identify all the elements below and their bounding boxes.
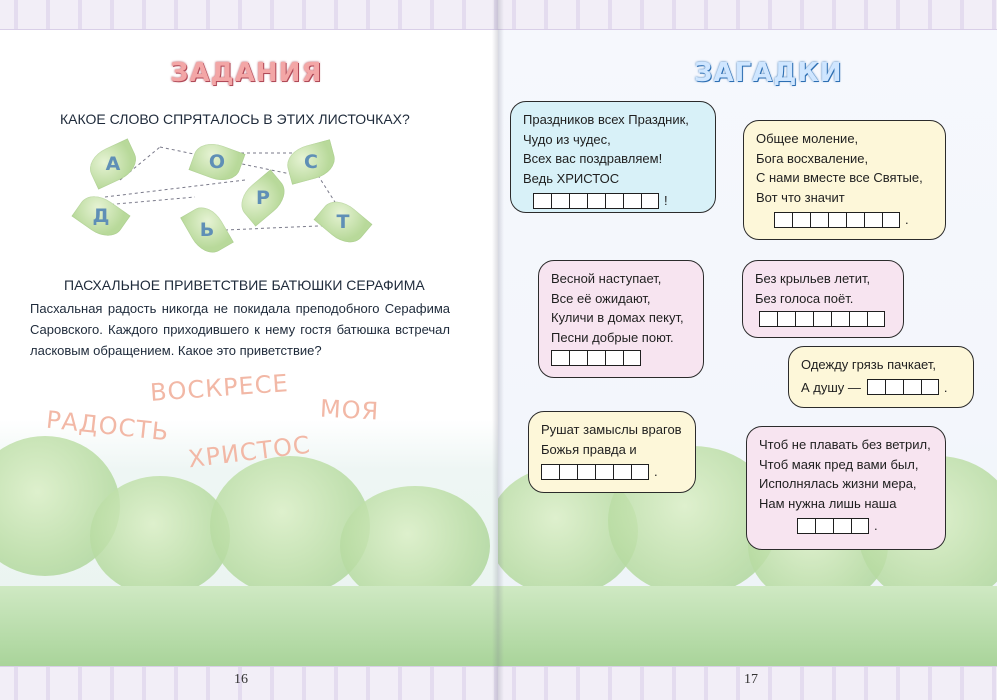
page-title-riddles: ЗАГАДКИ — [694, 58, 843, 88]
riddle-line: Нам нужна лишь наша — [759, 495, 897, 511]
riddle-line: Общее моление, — [756, 131, 859, 146]
answer-boxes[interactable] — [541, 464, 649, 480]
leaf-letter: Ь — [199, 219, 215, 241]
riddle-card — [528, 411, 696, 493]
riddle-card — [743, 120, 946, 240]
bottom-ornament-border — [0, 666, 498, 700]
riddle-card — [538, 260, 704, 378]
leaf-letter: А — [105, 153, 121, 175]
answer-punctuation: . — [654, 464, 658, 479]
riddle-line: Всех вас поздравляем! — [523, 151, 663, 166]
answer-boxes[interactable] — [533, 193, 659, 209]
greeting-word-cloud — [0, 360, 498, 480]
page-title-tasks: ЗАДАНИЯ — [170, 58, 323, 88]
riddle-line: Исполнялась жизни мера, — [759, 476, 917, 491]
riddle-line: Бога восхваление, — [756, 150, 869, 166]
riddle-line: Рушат замыслы врагов — [541, 422, 682, 437]
greeting-task-text: Пасхальная радость никогда не покидала преподобного Серафима Саровского. Каждого приходившего к нему гостя батюшка встречал ласковым обращением. Какое это приветствие? — [30, 301, 450, 358]
riddle-line: Одежду грязь пачкает, — [801, 357, 936, 372]
word: ХРИСТОС — [186, 430, 313, 474]
leaf-puzzle — [75, 135, 375, 255]
answer-field[interactable] — [541, 462, 685, 482]
riddle-line: Без голоса поёт. — [755, 290, 854, 306]
answer-punctuation: . — [874, 518, 878, 533]
riddle-card — [510, 101, 716, 213]
answer-punctuation: ! — [664, 193, 668, 208]
riddle-line: Чтоб маяк пред вами был, — [759, 456, 919, 472]
answer-field[interactable] — [551, 350, 693, 366]
riddle-card — [788, 346, 974, 408]
word: МОЯ — [319, 394, 380, 426]
riddle-line: Песни добрые поют. — [551, 329, 674, 345]
riddle-line: Весной наступает, — [551, 271, 662, 286]
answer-punctuation: . — [943, 379, 948, 395]
riddle-card — [742, 260, 904, 338]
greeting-task-heading: ПАСХАЛЬНОЕ ПРИВЕТСТВИЕ БАТЮШКИ СЕРАФИМА — [64, 277, 425, 293]
word: ВОСКРЕСЕ — [149, 369, 290, 407]
riddle-line: Ведь ХРИСТОС — [523, 170, 620, 186]
answer-field[interactable] — [797, 516, 935, 536]
riddle-line: С нами вместе все Святые, — [756, 170, 923, 185]
answer-boxes[interactable] — [797, 518, 869, 534]
leaf-letter: Т — [336, 211, 350, 233]
leaf-letter: Д — [92, 205, 110, 227]
answer-prefix: А душу — — [801, 379, 861, 395]
riddle-card — [746, 426, 946, 550]
top-ornament-border — [0, 0, 498, 30]
leaf-letter: Р — [256, 187, 270, 209]
riddle-line: Куличи в домах пекут, — [551, 310, 684, 325]
leaf-task-heading: КАКОЕ СЛОВО СПРЯТАЛОСЬ В ЭТИХ ЛИСТОЧКАХ? — [60, 111, 410, 127]
answer-boxes[interactable] — [774, 212, 900, 228]
book-gutter — [492, 0, 504, 700]
riddle-line: Божья правда и — [541, 441, 637, 457]
page-number: 17 — [744, 672, 758, 687]
answer-punctuation: . — [905, 212, 909, 227]
word: РАДОСТЬ — [44, 405, 171, 447]
top-ornament-border — [498, 0, 997, 30]
page-number: 16 — [234, 672, 248, 687]
riddle-line: Без крыльев летит, — [755, 271, 871, 286]
answer-field[interactable] — [755, 311, 893, 327]
riddle-line: Вот что значит — [756, 189, 845, 205]
leaf-letter: О — [208, 151, 226, 173]
answer-field[interactable] — [523, 191, 705, 211]
riddle-line: Чудо из чудес, — [523, 131, 611, 147]
riddle-line: Чтоб не плавать без ветрил, — [759, 437, 931, 452]
riddle-line: Все её ожидают, — [551, 290, 651, 306]
answer-field[interactable] — [801, 378, 963, 398]
riddle-line: Праздников всех Праздник, — [523, 112, 689, 127]
answer-boxes[interactable] — [759, 311, 885, 327]
answer-boxes[interactable] — [867, 379, 939, 395]
leaf-letter: С — [304, 151, 318, 173]
left-page — [0, 0, 498, 700]
answer-boxes[interactable] — [551, 350, 641, 366]
answer-field[interactable] — [756, 210, 935, 230]
